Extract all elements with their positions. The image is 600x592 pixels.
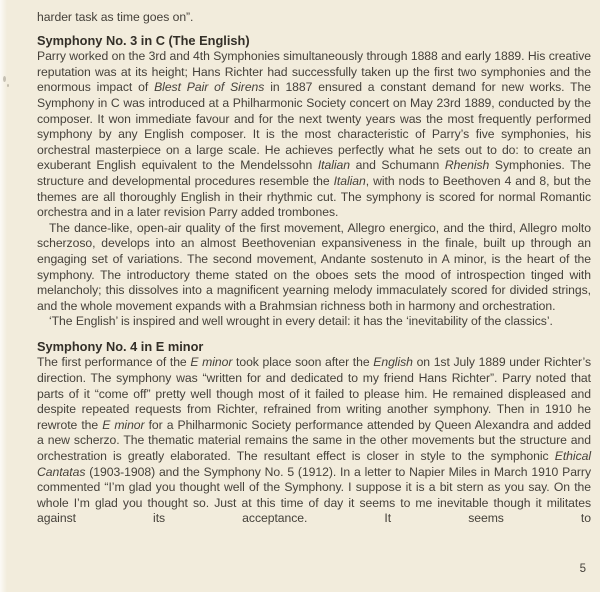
page-number: 5 <box>579 563 586 575</box>
paragraph-symphony4-1: The first performance of the E minor took place soon after the English on 1st July 1889 under Richter’s direction. The symphony was “written for and dedicated to my friend Hans Richter”. Parry noted that parts of it “come off” pretty well though most of it failed to please him. He remained displeased and despite repeated requests from Richter, refrained from writing another symphony. Then in 1910 he rewrote the E minor for a Philharmonic Society performance attended by Queen Alexandra and added a new scherzo. The thematic material remains the same in the other movements but the structure and orchestration is greatly elaborated. The resultant effect is closer in style to the symphonic Ethical Cantatas (1903-1908) and the Symphony No. 5 (1912). In a letter to Napier Miles in March 1910 Parry commented “I’m glad you thought well of the Symphony. I suppose it is a bit stern as you say. On the whole I’m glad you thought so. Just at this time of day it seems to me inevitable though it militates against its acceptance. It seems to <box>37 355 592 526</box>
scan-speck <box>7 84 9 87</box>
carryover-line: harder task as time goes on”. <box>37 10 194 24</box>
paragraph-symphony3-3: ‘The English’ is inspired and well wrought in every detail: it has the ‘inevitability of the classics’. <box>49 314 553 329</box>
page-content <box>37 10 591 527</box>
section-heading-symphony-3: Symphony No. 3 in C (The English) <box>37 32 250 48</box>
scan-edge <box>0 0 7 592</box>
paragraph-symphony3-2: The dance-like, open-air quality of the first movement, Allegro energico, and the third, Allegro molto scherzoso, develops into an almost Beethovenian expansiveness in the finale, built up through an engaging set of variations. The second movement, Andante sostenuto in A minor, is the heart of the symphony. The introductory theme stated on the oboes sets the mood of introspection tinged with melancholy; this dissolves into a magnificent yearning melody immaculately scored for divided strings, and the whole movement expands with a Brahmsian richness both in harmony and orchestration. <box>37 220 591 313</box>
scan-speck <box>3 76 6 82</box>
section-heading-symphony-4: Symphony No. 4 in E minor <box>37 338 204 354</box>
paragraph-symphony3-1: Parry worked on the 3rd and 4th Symphonies simultaneously through 1888 and early 1889. His creative reputation was at its height; Hans Richter had successfully taken up the first two symphonies and the enormous impact of Blest Pair of Sirens in 1887 ensured a constant demand for new works. The Symphony in C was introduced at a Philharmonic Society concert on May 23rd 1889, conducted by the composer. It won immediate favour and for the next twenty years was the most frequently performed symphony by any English composer. It is the most characteristic of Parry’s five symphonies, his orchestral masterpiece on a large scale. He achieves perfectly what he sets out to do: to create an exuberant English equivalent to the Mendelssohn Italian and Schumann Rhenish Symphonies. The structure and developmental procedures resemble the Italian, with nods to Beethoven 4 and 8, but the themes are all thoroughly English in their rhythmic cut. The symphony is scored for normal Romantic orchestra and in a later revision Parry added trombones. <box>37 49 592 220</box>
